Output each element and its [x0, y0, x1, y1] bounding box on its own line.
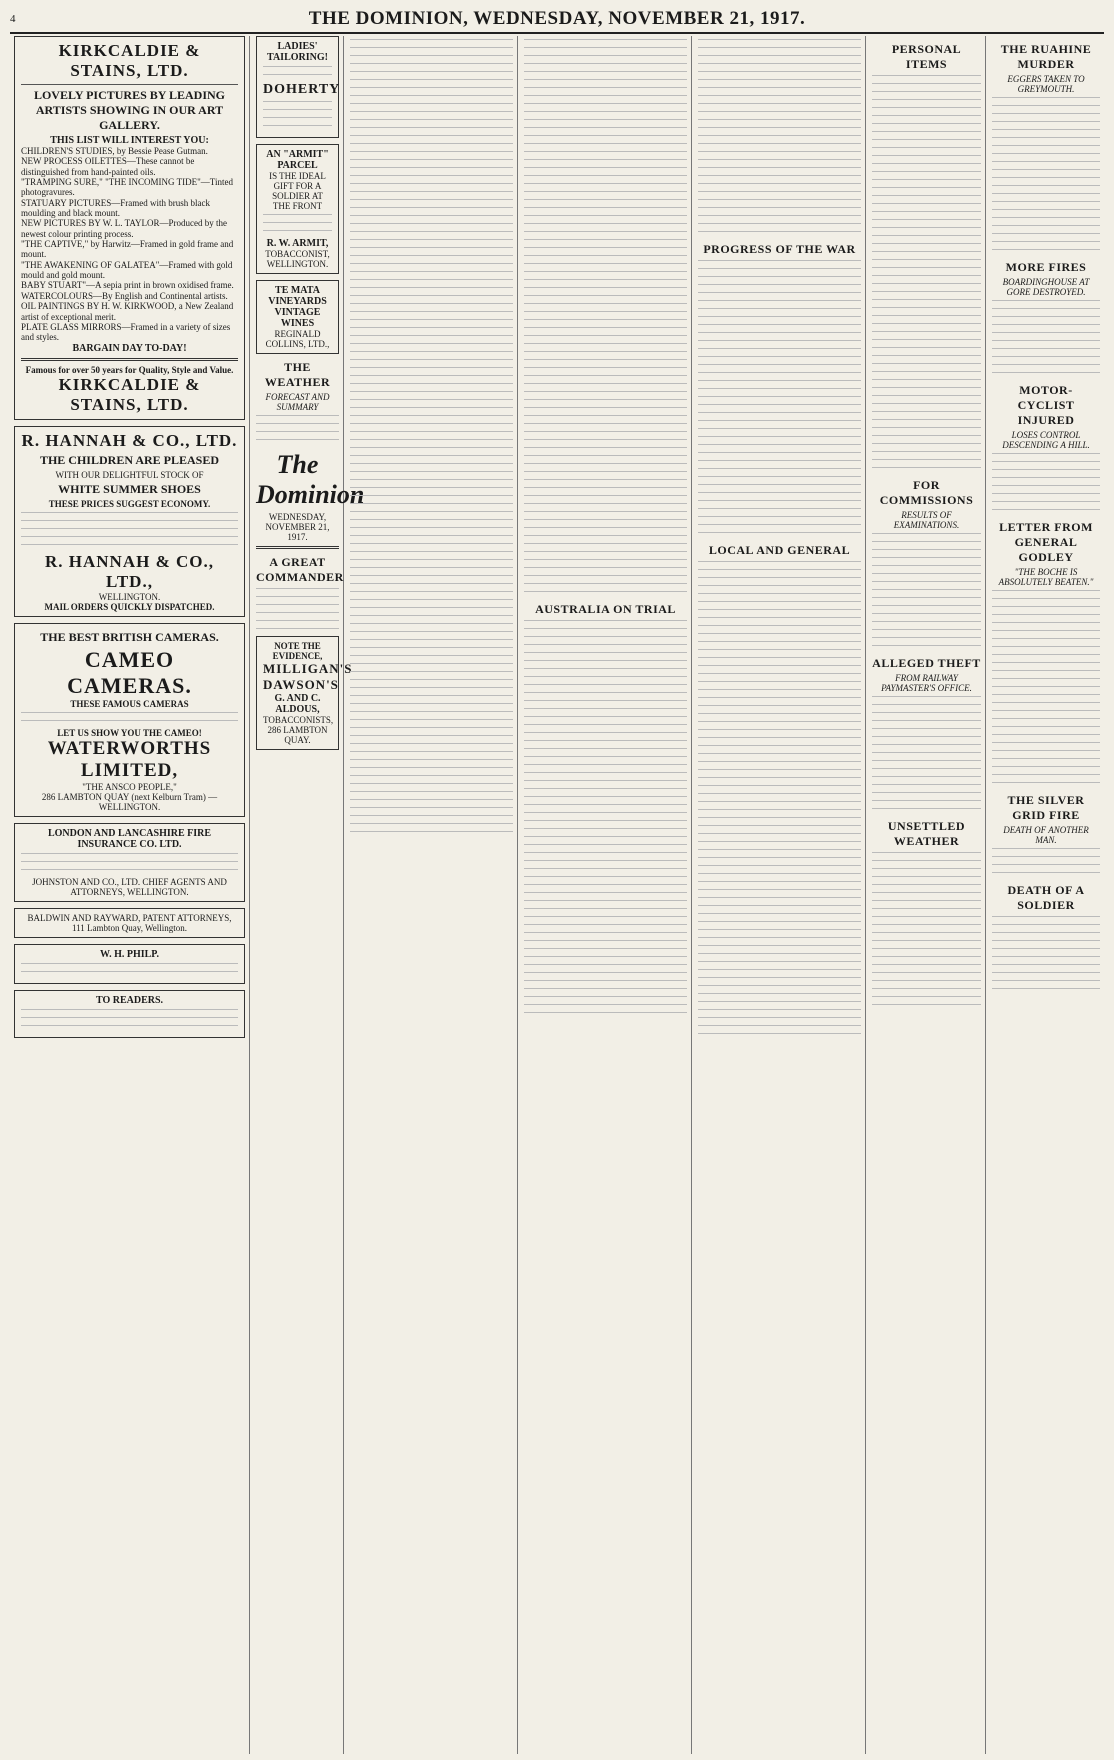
list-item: NEW PICTURES BY W. L. TAYLOR—Produced by the newest colour printing process.	[21, 218, 228, 239]
ad-lancashire	[14, 823, 245, 902]
theft-title: ALLEGED THEFT	[872, 656, 981, 670]
ad-patents-text: BALDWIN AND RAYWARD, PATENT ATTORNEYS, 111 Lambton Quay, Wellington.	[27, 912, 232, 933]
ad-lancashire-title: LONDON AND LANCASHIRE FIRE INSURANCE CO. LTD.	[47, 827, 212, 850]
ad-hannah-heading: THE CHILDREN ARE PLEASED	[39, 452, 220, 467]
ad-hannah-prices: THESE PRICES SUGGEST ECONOMY.	[48, 498, 211, 509]
ad-cameras-title: THE BEST BRITISH CAMERAS.	[40, 629, 219, 644]
motorcyclist-sub: LOSES CONTROL DESCENDING A HILL.	[1002, 430, 1090, 450]
silver-sub: DEATH OF ANOTHER MAN.	[1003, 825, 1089, 845]
ad-kirkcaldie-title: KIRKCALDIE & STAINS, LTD.	[58, 41, 201, 80]
list-item: STATUARY PICTURES—Framed with brush black moulding and black mount.	[21, 197, 210, 219]
ad-waterworths-address: 286 LAMBTON QUAY (next Kelburn Tram) — WELLINGTON.	[41, 791, 218, 812]
boarding-title: BOARDINGHOUSE AT GORE DESTROYED.	[1002, 277, 1090, 297]
ad-aldous-trade: TOBACCONISTS,	[263, 715, 334, 725]
column-personal	[868, 36, 986, 1754]
column-australia	[520, 36, 692, 1754]
ad-kirkcaldie-footer: KIRKCALDIE & STAINS, LTD.	[58, 374, 201, 414]
ad-kirkcaldie-tagline: Famous for over 50 years for Quality, Style and Value.	[25, 364, 234, 375]
column-advertisements	[10, 36, 250, 1754]
motorcyclist-title: MOTOR-CYCLIST INJURED	[1017, 383, 1075, 427]
ad-hannah	[14, 426, 245, 617]
list-item: "THE CAPTIVE," by Harwitz—Framed in gold frame and mount.	[21, 239, 234, 260]
ad-cameras-show: LET US SHOW YOU THE CAMEO!	[57, 727, 202, 738]
godley-title: LETTER FROM GENERAL GODLEY	[999, 520, 1093, 564]
ad-hannah-footer: R. HANNAH & CO., LTD.,	[45, 551, 214, 591]
ad-patents	[14, 908, 245, 938]
ad-kirkcaldie-bargain: BARGAIN DAY TO-DAY!	[72, 342, 187, 354]
ad-kirkcaldie-items	[21, 146, 238, 343]
weather-sub: FORECAST AND SUMMARY	[265, 392, 330, 412]
local-title: LOCAL AND GENERAL	[708, 543, 851, 557]
ad-philp-title: W. H. PHILP.	[100, 948, 159, 960]
personal-title: PERSONAL ITEMS	[891, 42, 962, 71]
weather-title: THE WEATHER	[264, 360, 331, 389]
ad-milligan	[256, 636, 353, 750]
dateline: WEDNESDAY, NOVEMBER 21, 1917.	[265, 512, 330, 542]
ad-kirkcaldie-list-heading: THIS LIST WILL INTEREST YOU:	[50, 135, 209, 146]
ad-hannah-city: WELLINGTON.	[98, 591, 161, 602]
progress-title: PROGRESS OF THE WAR	[703, 242, 856, 256]
commander-title: A GREAT COMMANDER	[256, 555, 344, 584]
ad-te-mata	[256, 280, 339, 354]
ruahine-sub: EGGERS TAKEN TO GREYMOUTH.	[1007, 74, 1085, 94]
ad-philp	[14, 944, 245, 984]
ad-milligan: MILLIGAN'S	[263, 661, 353, 676]
ad-aldous-address: 286 LAMBTON QUAY.	[267, 725, 328, 745]
theft-sub: FROM RAILWAY PAYMASTER'S OFFICE.	[881, 673, 972, 693]
list-item: "TRAMPING SURE," "THE INCOMING TIDE"—Tinted photogravures.	[21, 177, 233, 198]
list-item: NEW PROCESS OILETTES—These cannot be distinguished from hand-painted oils.	[21, 156, 195, 177]
commissions-title: FOR COMMISSIONS	[879, 478, 974, 507]
ad-mata-title: TE MATA VINEYARDS	[268, 285, 327, 307]
ad-armit-title: AN "ARMIT" PARCEL	[266, 149, 329, 171]
column-news-briefs	[988, 36, 1104, 1754]
unsettled-title: UNSETTLED WEATHER	[887, 819, 966, 848]
soldier-title: DEATH OF A SOLDIER	[1007, 883, 1085, 912]
ruahine-title: THE RUAHINE MURDER	[1000, 42, 1092, 71]
ad-vintage: VINTAGE WINES	[274, 307, 321, 329]
ad-readers-title: TO READERS.	[95, 994, 164, 1006]
ad-hannah-mail: MAIL ORDERS QUICKLY DISPATCHED.	[44, 601, 215, 612]
godley-sub: "THE BOCHE IS ABSOLUTELY BEATEN."	[998, 567, 1094, 587]
ad-readers	[14, 990, 245, 1038]
list-item: PLATE GLASS MIRRORS—Framed in a variety of sizes and styles.	[21, 321, 231, 343]
nameplate: The Dominion	[256, 450, 365, 509]
ad-aldous: G. AND C. ALDOUS,	[274, 693, 321, 715]
column-small-ads	[252, 36, 365, 1754]
page-title: THE DOMINION, WEDNESDAY, NOVEMBER 21, 1917.	[308, 8, 806, 29]
fires-title: MORE FIRES	[1005, 260, 1087, 274]
ad-reginald: REGINALD COLLINS, LTD.,	[265, 329, 330, 349]
ad-waterworths-sub: "THE ANSCO PEOPLE,"	[82, 781, 177, 792]
silver-title: THE SILVER GRID FIRE	[1007, 793, 1085, 822]
ad-milligan-title: NOTE THE EVIDENCE,	[272, 641, 323, 661]
ad-cameras-famous: THESE FAMOUS CAMERAS	[70, 698, 189, 709]
column-commander-article	[346, 36, 518, 1754]
ad-dawson: DAWSON'S	[263, 677, 339, 692]
ad-hannah-shoes: WHITE SUMMER SHOES	[58, 481, 201, 496]
list-item: WATERCOLOURS—By English and Continental artists.	[21, 290, 228, 301]
list-item: BABY STUART"—A sepia print in brown oxidised frame.	[21, 280, 234, 291]
ad-armit-city: WELLINGTON.	[266, 259, 329, 269]
masthead	[10, 6, 1104, 34]
ad-lancashire-agents: JOHNSTON AND CO., LTD. CHIEF AGENTS AND ATTORNEYS, WELLINGTON.	[32, 876, 227, 897]
ad-hannah-sub: WITH OUR DELIGHTFUL STOCK OF	[55, 469, 204, 480]
ad-cameras	[14, 623, 245, 817]
list-item: OIL PAINTINGS BY H. W. KIRKWOOD, a New Zealand artist of exceptional merit.	[21, 301, 234, 322]
australia-title: AUSTRALIA ON TRIAL	[535, 602, 676, 616]
page-number: 4	[10, 13, 16, 25]
ad-armit-name: R. W. ARMIT,	[266, 238, 329, 249]
ad-waterworths: WATERWORTHS LIMITED,	[47, 737, 212, 781]
commissions-sub: RESULTS OF EXAMINATIONS.	[893, 510, 960, 530]
ad-hannah-title: R. HANNAH & CO., LTD.	[21, 430, 238, 450]
ad-cameo: CAMEO CAMERAS.	[67, 646, 192, 698]
ad-armit-trade: TOBACCONIST,	[265, 249, 330, 259]
ad-kirkcaldie-heading: LOVELY PICTURES BY LEADING ARTISTS SHOWING IN OUR ART GALLERY.	[33, 88, 226, 132]
column-war-local	[694, 36, 866, 1754]
ad-armit-sub: IS THE IDEAL GIFT FOR A SOLDIER AT THE FRONT	[269, 171, 326, 211]
ad-kirkcaldie	[14, 36, 245, 420]
ad-doherty: DOHERTY	[263, 82, 341, 97]
ad-armit	[256, 144, 339, 274]
list-item: "THE AWAKENING OF GALATEA"—Framed with gold mould and gold mount.	[21, 259, 233, 281]
ad-ladies-title: LADIES' TAILORING!	[267, 41, 328, 63]
ad-ladies-tailoring	[256, 36, 339, 138]
list-item: CHILDREN'S STUDIES, by Bessie Pease Gutman.	[21, 146, 208, 156]
